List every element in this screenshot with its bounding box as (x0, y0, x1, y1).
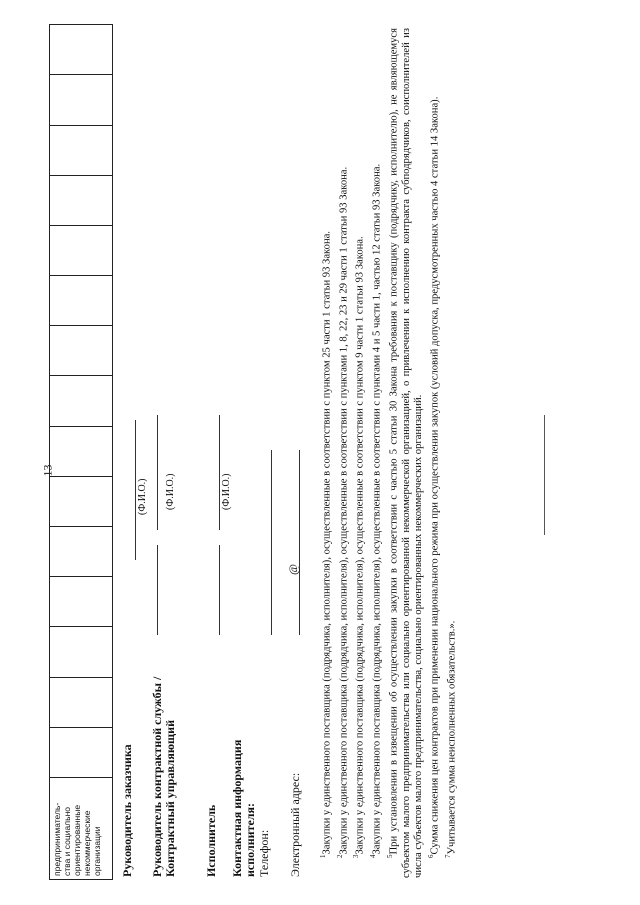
signature-line (219, 545, 220, 635)
fio-caption: (Ф.И.О.) (165, 473, 176, 510)
fio-caption: (Ф.И.О.) (221, 473, 232, 510)
table-cell (50, 75, 113, 125)
contract-label: Руководитель контрактной службы / Контрактный управляющий (150, 676, 177, 877)
table-cell (50, 25, 113, 75)
footnote: $^1$Закупки у единственного поставщика (подрядчика, исполнителя), осуществленные в соответствии с пунктом 25 части 1 статьи 93 Закона. (319, 231, 333, 858)
page-number: 13 (40, 464, 55, 477)
at-sign: @ (286, 563, 300, 575)
table-cell (50, 476, 113, 526)
table-cell (50, 326, 113, 376)
signature-line (135, 420, 136, 560)
table-cell (50, 225, 113, 275)
email-line (299, 450, 300, 635)
footnote: $^4$Закупки у единственного поставщика (подрядчика, исполнителя), осуществленные в соответствии с пунктами 4 и 5 части 1, частью 12 статьи 93 Закона. (369, 163, 383, 858)
table-cell (50, 627, 113, 677)
table-cell (50, 727, 113, 777)
row-label: предприниматель- ства и социально ориентированные некоммерческие организации (50, 778, 113, 880)
table-cell (50, 376, 113, 426)
footnote: $^5$При установлении в извещении об осуществлении закупки в соответствии с частью 5 статьи 30 Закона требования к поставщику (подрядчику, исполнителю), не являющемуся субъектом малого предпринимательства или социально ориентированной некоммерческой организацией, о привлечении к исполнению контракта субподрядчиков, соисполнителей из числа субъектов малого предпринимательства, социально ориентированных некоммерческих организаций. (385, 28, 424, 878)
signature-line (219, 415, 220, 530)
footnotes (317, 28, 459, 878)
table-cell (50, 125, 113, 175)
contact-block (231, 24, 303, 880)
fio-caption: (Ф.И.О.) (137, 478, 148, 515)
contact-title: Контактная информация исполнителя: (230, 739, 257, 877)
signature-block (121, 24, 235, 880)
signature-row-head (121, 24, 151, 880)
footnote: $^7$Учитывается сумма неисполненных обязательств.». (443, 620, 458, 858)
footnote: $^2$Закупки у единственного поставщика (подрядчика, исполнителя), осуществленные в соответствии с пунктами 1, 8, 22, 23 и 29 части 1 статьи 93 Закона. (335, 166, 350, 858)
phone-line (271, 450, 272, 635)
executor-label: Исполнитель (204, 804, 218, 877)
email-label: Электронный адрес: (288, 772, 302, 877)
report-table (49, 24, 113, 880)
signature-row-contract (151, 24, 193, 880)
table-cell (50, 577, 113, 627)
signature-line (157, 415, 158, 530)
footnote: $^3$Закупки у единственного поставщика (подрядчика, исполнителя), осуществленные в соответствии с пунктом 9 части 1 статьи 93 Закона. (352, 236, 366, 858)
phone-label: Телефон: (257, 829, 271, 877)
table-cell (50, 527, 113, 577)
signature-line (157, 545, 158, 635)
table-cell (50, 276, 113, 326)
table-cell (50, 175, 113, 225)
footnote: $^6$Сумма снижения цен контрактов при применении национального режима при осуществлении закупок (условий допуска, предусмотренных частью 4 статьи 14 Закона). (427, 96, 441, 858)
table-cell (50, 677, 113, 727)
table-row (50, 25, 113, 880)
head-label: Руководитель заказчика (120, 744, 134, 877)
rotated-page-content (49, 24, 591, 880)
end-separator (544, 415, 545, 535)
table-cell (50, 426, 113, 476)
